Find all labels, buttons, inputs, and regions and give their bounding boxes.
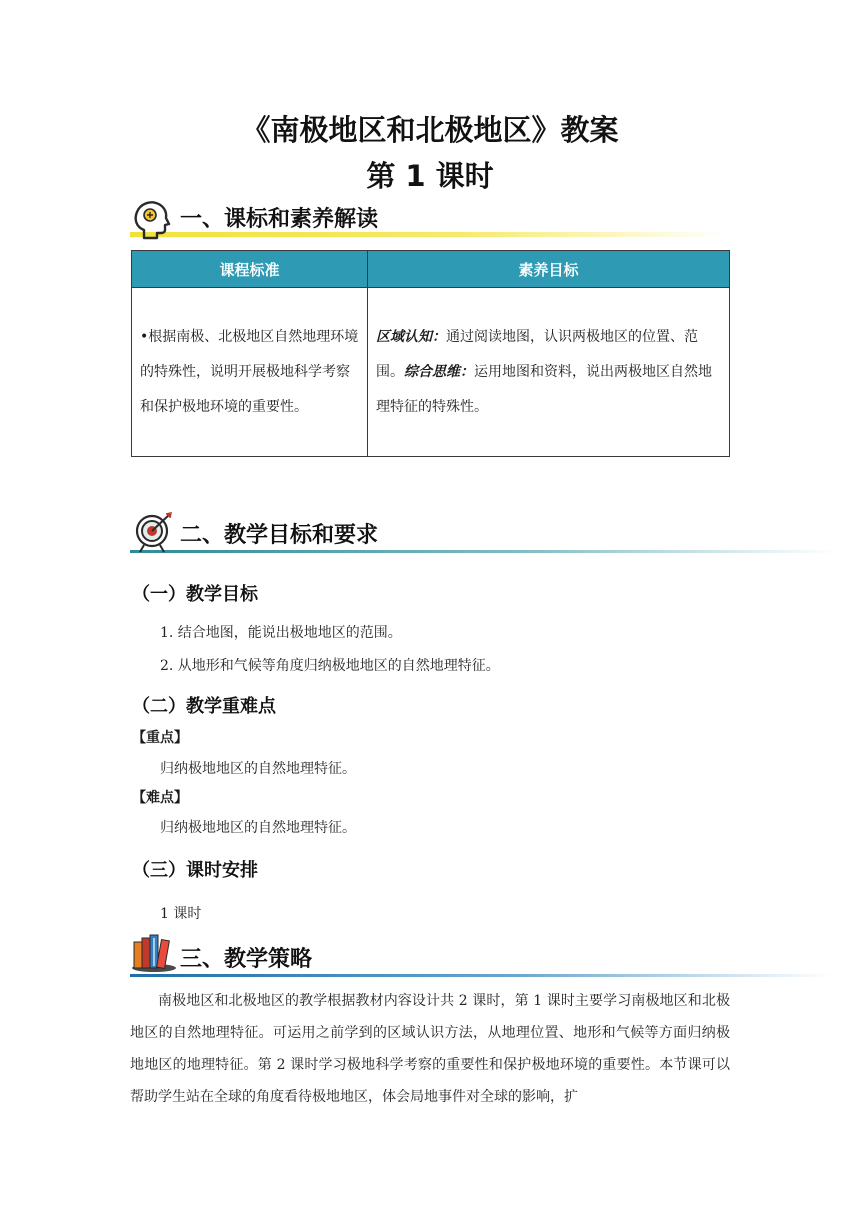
section-heading-1: [130, 198, 730, 242]
section-title: 一、课标和素养解读: [180, 207, 379, 232]
section-heading-3: [130, 930, 840, 974]
subheading-keypoints: （二）教学重难点: [132, 696, 276, 717]
goal-text-region: 通过阅读地图，认识两极地区的位置、范围。: [376, 328, 698, 380]
key-point-label: 【重点】: [132, 730, 188, 746]
goal-cell: [368, 288, 730, 457]
table-header-goal: 素养目标: [368, 251, 730, 288]
section-title: 二、教学目标和要求: [180, 523, 379, 548]
section-underline: [130, 550, 836, 553]
difficulty-text: 归纳极地地区的自然地理特征。: [160, 820, 356, 836]
goal-key-synthesis: 综合思维：: [404, 363, 474, 380]
head-idea-icon: [130, 198, 178, 242]
objective-item: 1. 结合地图，能说出极地地区的范围。: [160, 625, 402, 641]
table-header-row: [132, 251, 730, 288]
strategy-paragraph: 南极地区和北极地区的教学根据教材内容设计共 2 课时，第 1 课时主要学习南极地区和北极地区的自然地理特征。可运用之前学到的区域认识方法，从地理位置、地形和气候等方面归纳极地地区的地理特征。第 2 课时学习极地科学考察的重要性和保护极地环境的重要性。本节课可以帮助学生站在全球的角度看待极地地区，体会局地事件对全球的影响，扩: [130, 993, 730, 1105]
table-row: [132, 288, 730, 457]
lesson-subtitle: 第 1 课时: [366, 159, 494, 193]
document-title: 《南极地区和北极地区》教案: [241, 113, 619, 147]
section-underline: [130, 974, 832, 977]
subheading-objectives: （一）教学目标: [132, 584, 258, 605]
standards-table: [131, 250, 730, 457]
subheading-schedule: （三）课时安排: [132, 860, 258, 881]
goal-text-synthesis: 运用地图和资料，说出两极地区自然地理特征的特殊性。: [376, 363, 712, 415]
standard-cell: •根据南极、北极地区自然地理环境的特殊性，说明开展极地科学考察和保护极地环境的重要性。: [132, 288, 368, 457]
difficulty-label: 【难点】: [132, 790, 188, 806]
section-heading-2: [130, 510, 840, 554]
goal-key-region: 区域认知：: [376, 328, 446, 345]
objective-item: 2. 从地形和气候等角度归纳极地地区的自然地理特征。: [160, 658, 500, 674]
key-point-text: 归纳极地地区的自然地理特征。: [160, 761, 356, 777]
books-icon: [130, 930, 178, 974]
section-title: 三、教学策略: [180, 947, 313, 972]
target-icon: [130, 510, 178, 554]
schedule-text: 1 课时: [160, 906, 202, 922]
table-header-standard: 课程标准: [132, 251, 368, 288]
